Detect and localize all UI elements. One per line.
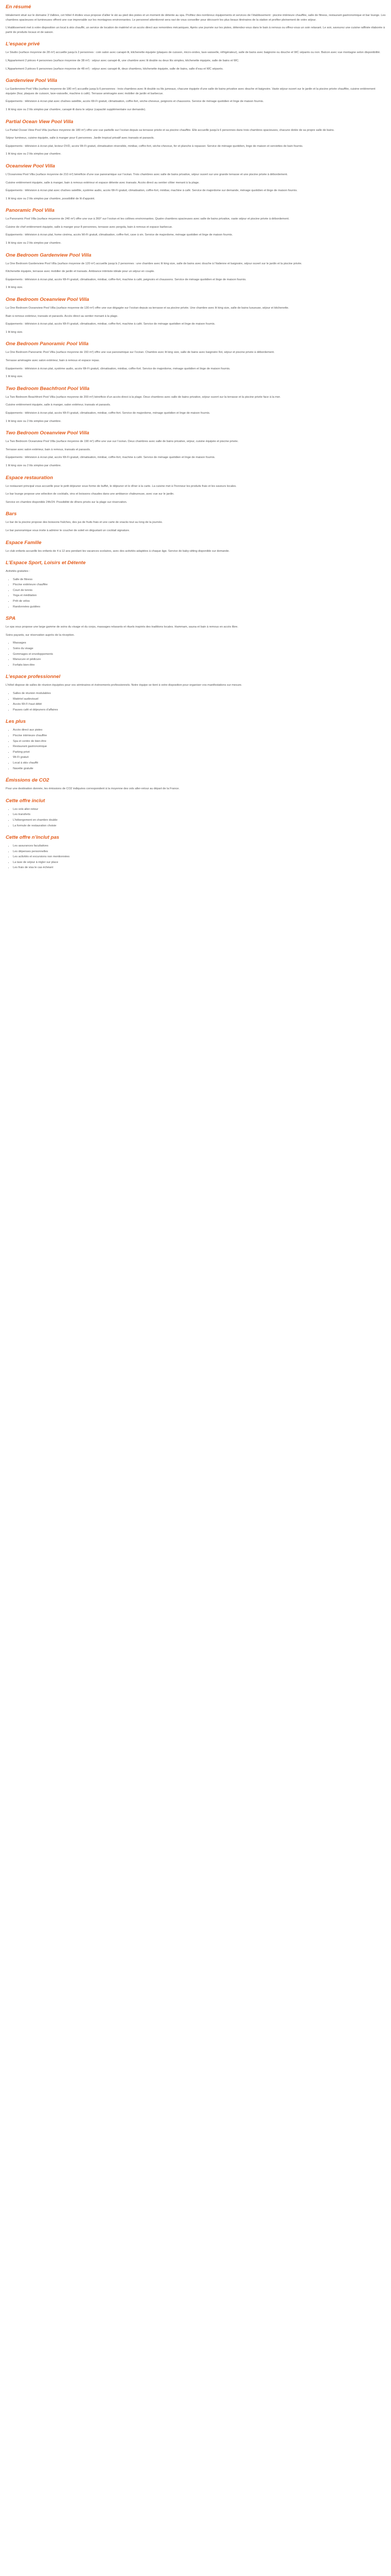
- section-paragraph: Le bar lounge propose une sélection de cocktails, vins et boissons chaudes dans une ambiance chaleureuse, avec vue sur le jardin.: [6, 493, 174, 496]
- section-l-espace-prive: [6, 41, 386, 71]
- list-item: • Yoga et méditation: [13, 594, 386, 598]
- list-item: • Accès Wi-Fi haut débit: [13, 702, 386, 707]
- list-item: • La taxe de séjour à régler sur place: [13, 860, 386, 865]
- section-title: Panoramic Pool Villa: [6, 208, 55, 214]
- list-item: • L’hébergement en chambre double: [13, 818, 386, 823]
- section-two-bedroom-oceanview-pool-villa: [6, 430, 386, 468]
- section-l-espace-professionnel: [6, 674, 386, 712]
- section-one-bedroom-panoramic-pool-villa: [6, 341, 386, 379]
- section-paragraph: La Gardenview Pool Villa (surface moyenne de 180 m²) accueille jusqu’à 6 personnes : trois chambres avec lit double ou lits jumeaux, chacune équipée d’une salle de bains privative avec douche et baignoire. Vaste séjour ouvert sur le jardin et la piscine privée chauffée, cuisine entièrement équipée (four, plaques de cuisson, lave-vaisselle, machine à café). Terrasse aménagée avec mobilier de jardin et barbecue.: [6, 88, 376, 95]
- section-two-bedroom-beachfront-pool-villa: [6, 386, 386, 423]
- section-paragraph: La One Bedroom Panoramic Pool Villa (surface moyenne de 150 m²) offre une vue panoramique sur l’océan. Chambre avec lit king size, salle de bains avec baignoire îlot, séjour et piscine privée à débordement.: [6, 351, 275, 354]
- section-paragraph: Kitchenette équipée, terrasse avec mobilier de jardin et transats. Ambiance intimiste idéale pour un séjour en couple.: [6, 270, 155, 274]
- list-item: • Local à skis chauffé: [13, 761, 386, 766]
- section-espace-famille: [6, 540, 386, 554]
- section-paragraph: Équipements : télévision à écran plat, accès Wi-Fi gratuit, climatisation, minibar, coffre-fort, machine à café. Service de ménage quotidien et linge de maison fournis.: [6, 456, 216, 460]
- section-en-resume: [6, 4, 386, 35]
- section-title: Espace Famille: [6, 539, 42, 546]
- section-paragraph: L’Appartement 2 pièces 4 personnes (surface moyenne de 38 m²) : séjour avec canapé-lit, une chambre avec lit double ou deux lits simples, kitchenette équipée, salle de bains et WC.: [6, 59, 239, 62]
- section-title: One Bedroom Gardenview Pool Villa: [6, 252, 91, 258]
- section-paragraph: Cuisine entièrement équipée, salle à manger, bain à remous extérieur et espace détente avec transats. Accès direct au sentier côtier menant à la plage.: [6, 181, 200, 184]
- section-cette-offre-inclut: [6, 798, 386, 828]
- list-item: • Soins du visage: [13, 647, 386, 651]
- section-list: [6, 844, 386, 870]
- section-title: Gardenview Pool Villa: [6, 78, 57, 84]
- section-title: Émissions de CO2: [6, 777, 50, 784]
- section-paragraph: La Panoramic Pool Villa (surface moyenne de 240 m²) offre une vue à 360° sur l’océan et les collines environnantes. Quatre chambres spacieuses avec salle de bains privative, vaste séjour et piscine privée à débordement.: [6, 217, 289, 221]
- section-paragraph: L’Oceanview Pool Villa (surface moyenne de 210 m²) bénéficie d’une vue panoramique sur l’océan. Trois chambres avec salle de bains privative, séjour ouvert sur une grande terrasse et une piscine privée à débordement.: [6, 173, 288, 176]
- section-title: Cette offre n’inclut pas: [6, 835, 59, 841]
- section-paragraph: 1 lit king size ou 2 lits simples par chambre.: [6, 152, 61, 156]
- section-oceanview-pool-villa: [6, 163, 386, 201]
- section-paragraph: La Two Bedroom Beachfront Pool Villa (surface moyenne de 200 m²) bénéficie d’un accès direct à la plage. Deux chambres avec salle de bains privative, séjour ouvert sur la terrasse et la piscine privée face à la mer.: [6, 395, 281, 399]
- section-paragraph: La Partial Ocean View Pool Villa (surface moyenne de 180 m²) offre une vue partielle sur l’océan depuis sa terrasse privée et sa piscine chauffée. Elle accueille jusqu’à 6 personnes dans trois chambres spacieuses, chacune dotée de sa propre salle de bains.: [6, 128, 335, 132]
- section-spa: [6, 616, 386, 667]
- list-item: • Spa et centre de bien-être: [13, 739, 386, 744]
- section-list: [6, 691, 386, 712]
- section-title: Two Bedroom Beachfront Pool Villa: [6, 385, 90, 392]
- section-paragraph: Le restaurant principal vous accueille pour le petit déjeuner sous forme de buffet, le déjeuner et le dîner à la carte. La cuisine met à l’honneur les produits frais et les saveurs locales.: [6, 484, 237, 488]
- section-one-bedroom-oceanview-pool-villa: [6, 297, 386, 334]
- section-paragraph: Équipements : télévision à écran plat avec chaînes satellite, système audio, accès Wi-Fi gratuit, climatisation, coffre-fort, minibar, machine à café. Service de majordome sur demande, ménage quotidien et linge de maison fournis.: [6, 189, 298, 193]
- section-paragraph: 1 lit king size ou 2 lits simples par chambre, canapé-lit dans le séjour (capacité supplémentaire sur demande).: [6, 108, 146, 111]
- section-paragraph: Équipements : télévision à écran plat, accès Wi-Fi gratuit, climatisation, minibar, coffre-fort. Service de majordome, ménage quotidien et linge de maison fournis.: [6, 411, 210, 415]
- section-paragraph: Soins payants, sur réservation auprès de la réception.: [6, 633, 75, 637]
- section-paragraph: Équipements : télévision à écran plat avec chaînes satellite, accès Wi-Fi gratuit, climatisation, coffre-fort, sèche-cheveux, peignoirs et chaussons. Service de ménage quotidien et linge de maison fournis.: [6, 100, 264, 104]
- section-paragraph: L’hôtel dispose de salles de réunion équipées pour vos séminaires et événements professionnels. Notre équipe se tient à votre disposition pour organiser vos manifestations sur mesure.: [6, 684, 242, 687]
- section-paragraph: 1 lit king size ou 2 lits simples par chambre.: [6, 242, 61, 245]
- section-espace-restauration: [6, 475, 386, 505]
- section-paragraph: Terrasse aménagée avec salon extérieur, bain à remous et espace repas.: [6, 359, 100, 362]
- section-title: Partial Ocean View Pool Villa: [6, 118, 73, 125]
- section-title: En résumé: [6, 4, 31, 10]
- list-item: • Court de tennis: [13, 588, 386, 593]
- section-partial-ocean-view-pool-villa: [6, 119, 386, 157]
- section-paragraph: L’établissement met à votre disposition un local à skis chauffé, un service de location de matériel et un accès direct aux remontées mécaniques. Après une journée sur les pistes, détendez-vous dans le bain à remous ou offrez-vous un soin relaxant. Le soir, savourez une cuisine raffinée élaborée à partir de produits locaux et de saison.: [6, 26, 385, 34]
- list-item: • Randonnées guidées: [13, 605, 386, 609]
- section-title: L’espace privé: [6, 41, 40, 47]
- section-paragraph: Le club enfants accueille les enfants de 4 à 12 ans pendant les vacances scolaires, avec des activités adaptées à chaque âge. Service de baby-sitting disponible sur demande.: [6, 549, 230, 553]
- section-emissions-de-co2: [6, 777, 386, 791]
- section-title: SPA: [6, 616, 16, 622]
- list-item: • Les dépenses personnelles: [13, 850, 386, 854]
- section-gardenview-pool-villa: [6, 78, 386, 112]
- list-item: • Les vols aller-retour: [13, 807, 386, 812]
- section-paragraph: La Two Bedroom Oceanview Pool Villa (surface moyenne de 190 m²) offre une vue sur l’océan. Deux chambres avec salle de bains privative, séjour, cuisine équipée et piscine privée.: [6, 440, 239, 444]
- section-title: Two Bedroom Oceanview Pool Villa: [6, 430, 89, 436]
- section-paragraph: Pour une destination donnée, les émissions de CO2 indiquées correspondent à la moyenne des vols aller-retour au départ de la France.: [6, 787, 180, 791]
- section-paragraph: Équipements : télévision à écran plat, home cinéma, accès Wi-Fi gratuit, climatisation, coffre-fort, cave à vin. Service de majordome, ménage quotidien et linge de maison fournis.: [6, 233, 233, 237]
- section-paragraph: Équipements : télévision à écran plat, accès Wi-Fi gratuit, climatisation, minibar, coffre-fort, machine à café. Service de ménage quotidien et linge de maison fournis.: [6, 323, 216, 326]
- list-item: • Les transferts: [13, 812, 386, 817]
- list-item: • Salle de fitness: [13, 578, 386, 582]
- list-item: • Massages: [13, 641, 386, 646]
- section-l-espace-sport-loisirs-et-detente: [6, 560, 386, 609]
- section-paragraph: Équipements : télévision à écran plat, système audio, accès Wi-Fi gratuit, climatisation, minibar, coffre-fort. Service de majordome, ménage quotidien et linge de maison fournis.: [6, 367, 231, 370]
- section-paragraph: L’Appartement 3 pièces 6 personnes (surface moyenne de 48 m²) : séjour avec canapé-lit, deux chambres, kitchenette équipée, salle de bains, salle d’eau et WC séparés.: [6, 67, 223, 71]
- section-title: One Bedroom Oceanview Pool Villa: [6, 297, 89, 303]
- list-item: • Forfaits bien-être: [13, 663, 386, 668]
- section-title: Oceanview Pool Villa: [6, 163, 55, 169]
- section-list: [6, 641, 386, 667]
- list-item: • Les frais de visa le cas échéant: [13, 866, 386, 870]
- section-les-plus: [6, 719, 386, 771]
- section-paragraph: Terrasse avec salon extérieur, bain à remous, transats et parasols.: [6, 448, 91, 451]
- section-list: [6, 578, 386, 609]
- section-paragraph: Séjour lumineux, cuisine équipée, salle à manger pour 6 personnes. Jardin tropical privatif avec transats et parasols.: [6, 137, 155, 140]
- section-paragraph: La One Bedroom Gardenview Pool Villa (surface moyenne de 120 m²) accueille jusqu’à 2 personnes : une chambre avec lit king size, salle de bains avec douche à l’italienne et baignoire, séjour ouvert sur le jardin et la piscine privée.: [6, 262, 302, 265]
- list-item: • Matériel audiovisuel: [13, 697, 386, 702]
- section-bars: [6, 511, 386, 533]
- section-paragraph: La One Bedroom Oceanview Pool Villa (surface moyenne de 130 m²) offre une vue dégagée sur l’océan depuis sa terrasse et sa piscine privée. Une chambre avec lit king size, salle de bains luxueuse, séjour et kitchenette.: [6, 307, 289, 310]
- section-paragraph: Cuisine entièrement équipée, salle à manger, salon extérieur, transats et parasols.: [6, 403, 111, 407]
- section-paragraph: Bain à remous extérieur, transats et parasols. Accès direct au sentier menant à la plage.: [6, 314, 118, 318]
- section-paragraph: Le bar de la piscine propose des boissons fraîches, des jus de fruits frais et une carte de snacks tout au long de la journée.: [6, 521, 163, 524]
- section-paragraph: 1 lit king size.: [6, 286, 23, 290]
- section-paragraph: Équipements : télévision à écran plat, accès Wi-Fi gratuit, climatisation, minibar, coffre-fort, machine à café, peignoirs et chaussons. Service de ménage quotidien et linge de maison fournis.: [6, 278, 247, 281]
- list-item: • Wi-Fi gratuit: [13, 755, 386, 760]
- list-item: • Piscine extérieure chauffée: [13, 583, 386, 587]
- section-paragraph: Service en chambre disponible 24h/24. Possibilité de dîners privés sur la plage sur réservation.: [6, 500, 127, 504]
- section-paragraph: Cuisine de chef entièrement équipée, salle à manger pour 8 personnes, terrasse avec pergola, bain à remous et espace barbecue.: [6, 225, 173, 229]
- section-paragraph: Idéalement situé sur le domaine 3 Vallées, cet hôtel 4 étoiles vous propose d’allier le ski au pied des pistes et un moment de détente au spa. Profitez des nombreux équipements et services de l’établissement : piscine intérieure chauffée, salle de fitness, restaurant gastronomique et bar lounge. Les chambres spacieuses et lumineuses offrent une vue imprenable sur les montagnes environnantes. Le personnel attentionné sera ravi de vous conseiller pour découvrir les plus beaux itinéraires de la station et profiter pleinement de votre séjour.: [6, 14, 386, 22]
- list-item: • Restaurant gastronomique: [13, 744, 386, 749]
- list-item: • La formule de restauration choisie: [13, 824, 386, 828]
- section-title: L’Espace Sport, Loisirs et Détente: [6, 560, 86, 566]
- section-paragraph: 1 lit king size ou 2 lits simples par chambre, possibilité de lit d’appoint.: [6, 197, 95, 200]
- list-item: • Gommages et enveloppements: [13, 652, 386, 657]
- section-paragraph: Le spa vous propose une large gamme de soins du visage et du corps, massages relaxants et rituels inspirés des traditions locales. Hammam, sauna et bain à remous en accès libre.: [6, 625, 238, 629]
- list-item: • Piscine intérieure chauffée: [13, 734, 386, 738]
- section-paragraph: Le Studio (surface moyenne de 28 m²) accueille jusqu’à 2 personnes : coin salon avec canapé-lit, kitchenette équipée (plaques de cuisson, micro-ondes, lave-vaisselle, réfrigérateur), salle de bains avec baignoire ou douche et WC séparés ou non. Balcon avec vue montagne selon disponibilité.: [6, 51, 381, 55]
- section-title: Bars: [6, 511, 17, 517]
- section-cette-offre-n-inclut-pas: [6, 835, 386, 870]
- section-paragraph: Le bar panoramique vous invite à admirer le coucher de soleil en dégustant un cocktail signature.: [6, 529, 130, 532]
- section-title: Espace restauration: [6, 474, 53, 481]
- section-title: L’espace professionnel: [6, 674, 60, 680]
- list-item: • Les assurances facultatives: [13, 844, 386, 849]
- list-item: • Accès direct aux pistes: [13, 728, 386, 733]
- hotel-description: [0, 0, 391, 879]
- list-item: • Navette gratuite: [13, 767, 386, 771]
- section-one-bedroom-gardenview-pool-villa: [6, 252, 386, 290]
- section-list: [6, 807, 386, 828]
- list-item: • Les activités et excursions non mentionnées: [13, 855, 386, 859]
- section-paragraph: 1 lit king size.: [6, 330, 23, 334]
- section-title: One Bedroom Panoramic Pool Villa: [6, 341, 89, 347]
- section-title: Cette offre inclut: [6, 798, 45, 804]
- section-paragraph: 1 lit king size ou 2 lits simples par chambre.: [6, 419, 61, 423]
- list-item: • Pauses café et déjeuners d’affaires: [13, 708, 386, 713]
- section-paragraph: Activités gratuites :: [6, 570, 30, 573]
- section-list: [6, 728, 386, 771]
- list-item: • Prêt de vélos: [13, 599, 386, 604]
- section-paragraph: 1 lit king size.: [6, 375, 23, 379]
- section-paragraph: 1 lit king size ou 2 lits simples par chambre.: [6, 464, 61, 467]
- list-item: • Manucure et pédicure: [13, 657, 386, 662]
- list-item: • Parking privé: [13, 750, 386, 755]
- section-panoramic-pool-villa: [6, 208, 386, 245]
- section-paragraph: Équipements : télévision à écran plat, lecteur DVD, accès Wi-Fi gratuit, climatisation réversible, minibar, coffre-fort, sèche-cheveux, fer et planche à repasser. Service de ménage quotidien, linge de maison et serviettes de bain fournis.: [6, 144, 303, 148]
- section-title: Les plus: [6, 719, 26, 725]
- list-item: • Salles de réunion modulables: [13, 691, 386, 696]
